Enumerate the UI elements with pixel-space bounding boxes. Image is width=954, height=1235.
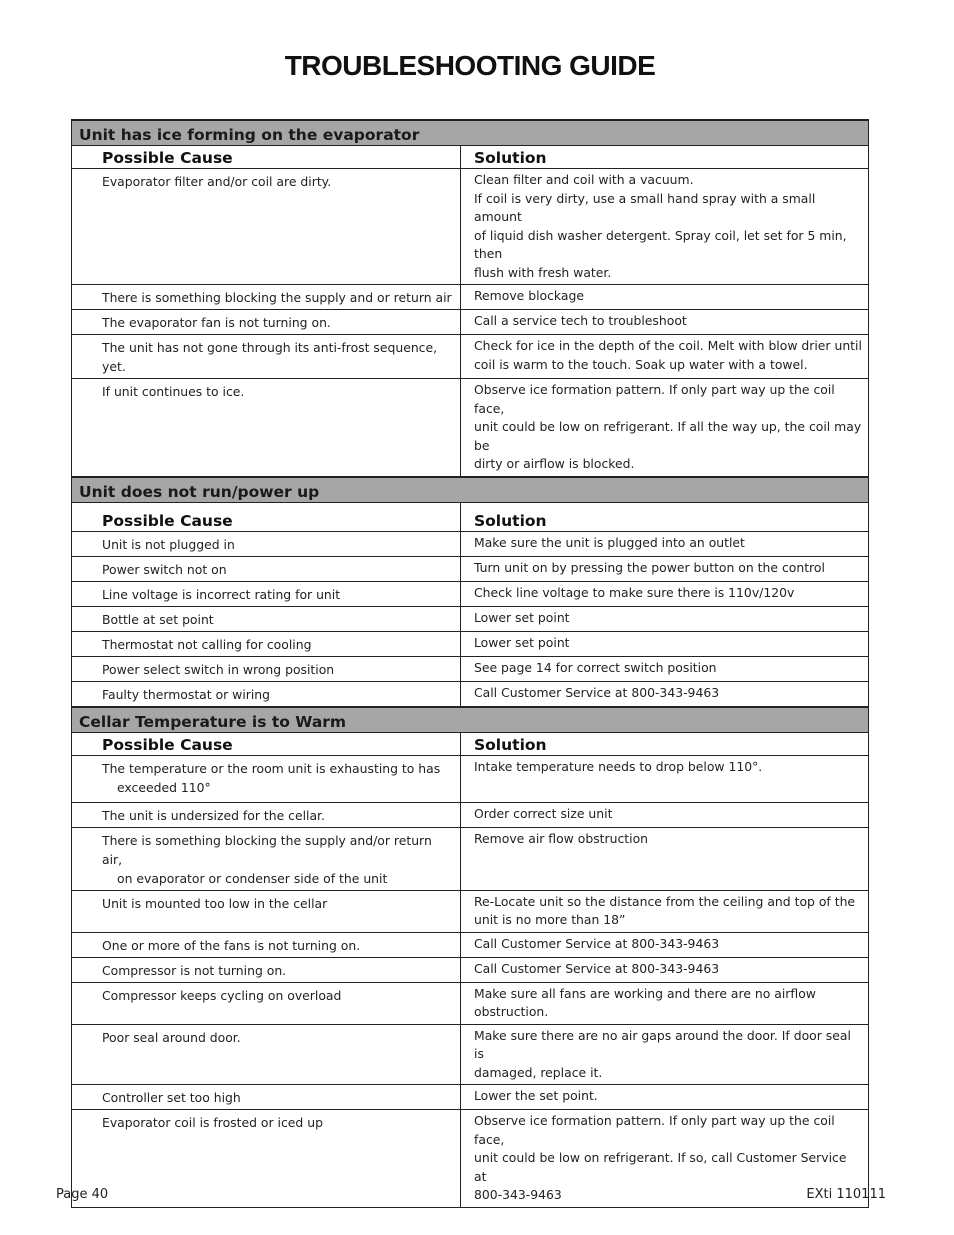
possible-cause-cell — [72, 802, 461, 827]
section-heading-row — [72, 120, 869, 146]
solution-cell — [461, 310, 869, 335]
solution-cell-line: Call Customer Service at 800-343-9463 — [474, 684, 720, 700]
table-row — [72, 802, 869, 827]
solution-cell-line: unit could be low on refrigerant. If all the way up, the coil may be — [474, 419, 862, 453]
solution-cell — [461, 606, 869, 631]
solution-cell-line: Check for ice in the depth of the coil. Melt with blow drier until — [474, 338, 862, 353]
solution-cell — [461, 169, 869, 285]
solution-cell-line: Lower the set point. — [474, 1088, 598, 1103]
possible-cause-cell-line: The temperature or the room unit is exhausting to has — [102, 760, 441, 776]
solution-cell — [461, 802, 869, 827]
possible-cause-cell — [72, 285, 461, 310]
possible-cause-cell-line: Power select switch in wrong position — [102, 661, 335, 677]
section-heading: Cellar Temperature is to Warm — [72, 707, 869, 733]
possible-cause-cell — [72, 531, 461, 556]
solution-cell-line: Make sure all fans are working and there are no airflow obstruction. — [474, 985, 816, 1019]
solution-cell-line: Make sure there are no air gaps around the door. If door seal is — [474, 1027, 851, 1061]
column-header-row — [72, 732, 869, 755]
possible-cause-cell-line: The unit has not gone through its anti-frost sequence, yet. — [102, 340, 438, 374]
solution-cell-line: unit could be low on refrigerant. If so, call Customer Service at — [474, 1150, 847, 1184]
possible-cause-cell-line: Unit is not plugged in — [102, 536, 235, 552]
possible-cause-cell-line: Evaporator coil is frosted or iced up — [102, 1115, 323, 1130]
possible-cause-cell-line: Poor seal around door. — [102, 1029, 241, 1045]
table-row — [72, 1110, 869, 1208]
table-row — [72, 531, 869, 556]
solution-cell — [461, 556, 869, 581]
possible-cause-cell — [72, 631, 461, 656]
table-row — [72, 1024, 869, 1085]
possible-cause-header: Possible Cause — [72, 732, 461, 755]
solution-cell-line: damaged, replace it. — [474, 1064, 603, 1080]
solution-cell — [461, 932, 869, 957]
possible-cause-cell — [72, 379, 461, 477]
solution-cell-line: Intake temperature needs to drop below 110°. — [474, 758, 763, 774]
table-row — [72, 827, 869, 890]
solution-cell-line: If coil is very dirty, use a small hand spray with a small amount — [474, 190, 816, 224]
solution-cell — [461, 285, 869, 310]
table-row — [72, 890, 869, 932]
solution-header: Solution — [461, 502, 869, 531]
table-row — [72, 631, 869, 656]
solution-cell-line: See page 14 for correct switch position — [474, 659, 717, 675]
solution-cell — [461, 890, 869, 932]
possible-cause-cell-line: The evaporator fan is not turning on. — [102, 315, 331, 330]
possible-cause-cell-line: If unit continues to ice. — [102, 384, 245, 399]
possible-cause-cell-line: Controller set too high — [102, 1090, 241, 1105]
possible-cause-cell — [72, 890, 461, 932]
table-row — [72, 606, 869, 631]
solution-cell — [461, 581, 869, 606]
solution-cell-line: Re-Locate unit so the distance from the ceiling and top of the — [474, 893, 856, 909]
table-row — [72, 335, 869, 379]
possible-cause-cell — [72, 169, 461, 285]
possible-cause-cell — [72, 581, 461, 606]
solution-cell — [461, 957, 869, 982]
table-row — [72, 982, 869, 1024]
table-row — [72, 169, 869, 285]
possible-cause-cell — [72, 957, 461, 982]
solution-cell-line: Turn unit on by pressing the power button on the control — [474, 559, 825, 575]
possible-cause-cell — [72, 1085, 461, 1110]
table-row — [72, 310, 869, 335]
possible-cause-cell-line: Power switch not on — [102, 561, 227, 577]
solution-cell — [461, 531, 869, 556]
solution-cell-line: Lower set point — [474, 609, 570, 625]
possible-cause-cell — [72, 556, 461, 581]
solution-cell-line: coil is warm to the touch. Soak up water with a towel. — [474, 356, 808, 372]
possible-cause-cell-line: Thermostat not calling for cooling — [102, 636, 312, 652]
solution-header: Solution — [461, 146, 869, 169]
solution-cell-line: Call a service tech to troubleshoot — [474, 313, 687, 328]
solution-cell-line: Call Customer Service at 800-343-9463 — [474, 935, 720, 951]
solution-cell-line: Make sure the unit is plugged into an outlet — [474, 534, 745, 550]
solution-cell — [461, 631, 869, 656]
table-row — [72, 957, 869, 982]
column-header-row — [72, 146, 869, 169]
table-row — [72, 755, 869, 802]
column-header-row — [72, 502, 869, 531]
possible-cause-cell-line: Line voltage is incorrect rating for unit — [102, 586, 341, 602]
possible-cause-cell — [72, 1110, 461, 1208]
possible-cause-cell — [72, 982, 461, 1024]
section-heading: Unit does not run/power up — [72, 477, 869, 503]
solution-cell-line: of liquid dish washer detergent. Spray coil, let set for 5 min, then — [474, 227, 847, 261]
possible-cause-cell — [72, 606, 461, 631]
possible-cause-cell-line: There is something blocking the supply and/or return air, — [102, 832, 432, 867]
solution-cell-line: Call Customer Service at 800-343-9463 — [474, 960, 720, 976]
solution-cell — [461, 379, 869, 477]
solution-cell-line: flush with fresh water. — [474, 264, 612, 280]
possible-cause-cell-line: exceeded 110° — [117, 779, 211, 795]
possible-cause-cell-line: Evaporator filter and/or coil are dirty. — [102, 174, 332, 189]
possible-cause-cell-line: Bottle at set point — [102, 611, 214, 627]
page-title: TROUBLESHOOTING GUIDE — [284, 50, 656, 81]
solution-cell-line: Remove blockage — [474, 288, 584, 303]
table-row — [72, 656, 869, 681]
solution-cell-line: unit is no more than 18” — [474, 912, 626, 927]
solution-cell-line: Remove air flow obstruction — [474, 830, 649, 846]
possible-cause-cell — [72, 656, 461, 681]
troubleshooting-table-body — [72, 120, 869, 1207]
possible-cause-cell-line: Compressor is not turning on. — [102, 962, 287, 978]
possible-cause-cell — [72, 827, 461, 890]
possible-cause-cell-line: Compressor keeps cycling on overload — [102, 987, 342, 1003]
table-row — [72, 1085, 869, 1110]
solution-cell-line: 800-343-9463 — [474, 1187, 562, 1202]
possible-cause-cell — [72, 310, 461, 335]
section-heading-row — [72, 707, 869, 733]
possible-cause-cell — [72, 681, 461, 707]
table-row — [72, 932, 869, 957]
document-code: EXti 110111 — [806, 1187, 886, 1202]
solution-cell-line: dirty or airflow is blocked. — [474, 456, 635, 471]
solution-cell-line: Order correct size unit — [474, 805, 613, 821]
possible-cause-header: Possible Cause — [72, 146, 461, 169]
possible-cause-cell-line: There is something blocking the supply and or return air — [102, 290, 452, 305]
table-row — [72, 581, 869, 606]
possible-cause-cell-line: One or more of the fans is not turning on. — [102, 937, 361, 953]
solution-cell — [461, 681, 869, 707]
possible-cause-cell — [72, 335, 461, 379]
solution-cell — [461, 755, 869, 802]
possible-cause-cell-line: on evaporator or condenser side of the unit — [117, 870, 388, 886]
solution-cell — [461, 1024, 869, 1085]
possible-cause-cell-line: Faulty thermostat or wiring — [102, 686, 271, 702]
solution-cell — [461, 335, 869, 379]
table-row — [72, 681, 869, 707]
possible-cause-header: Possible Cause — [72, 502, 461, 531]
possible-cause-cell — [72, 1024, 461, 1085]
table-row — [72, 556, 869, 581]
section-heading-row — [72, 477, 869, 503]
solution-cell — [461, 827, 869, 890]
solution-cell — [461, 1085, 869, 1110]
troubleshooting-table — [71, 119, 869, 1208]
possible-cause-cell-line: The unit is undersized for the cellar. — [102, 807, 325, 823]
table-row — [72, 379, 869, 477]
table-row — [72, 285, 869, 310]
section-heading: Unit has ice forming on the evaporator — [72, 120, 869, 146]
solution-cell-line: Lower set point — [474, 634, 570, 650]
page-number: Page 40 — [56, 1187, 109, 1202]
solution-cell-line: Observe ice formation pattern. If only part way up the coil face, — [474, 382, 835, 416]
possible-cause-cell — [72, 755, 461, 802]
solution-cell — [461, 982, 869, 1024]
solution-header: Solution — [461, 732, 869, 755]
solution-cell — [461, 656, 869, 681]
solution-cell-line: Check line voltage to make sure there is 110v/120v — [474, 584, 795, 600]
solution-cell-line: Observe ice formation pattern. If only part way up the coil face, — [474, 1113, 835, 1147]
possible-cause-cell-line: Unit is mounted too low in the cellar — [102, 895, 328, 911]
possible-cause-cell — [72, 932, 461, 957]
solution-cell-line: Clean filter and coil with a vacuum. — [474, 172, 694, 187]
